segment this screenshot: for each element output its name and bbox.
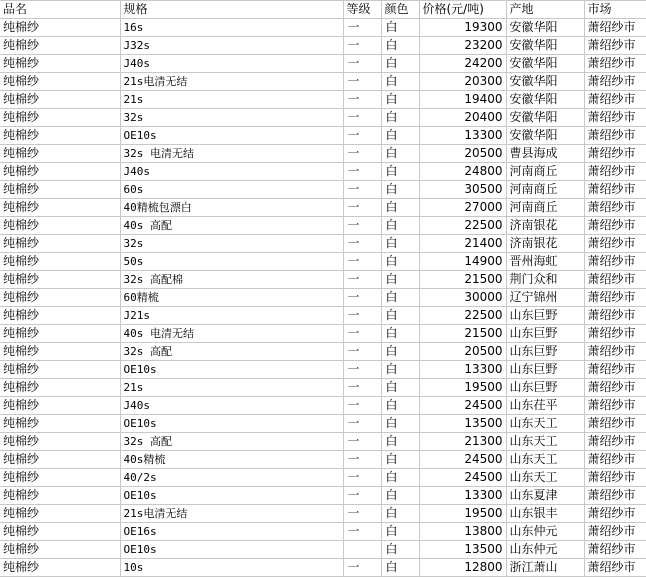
cell-spec[interactable]: 40s精梳 — [120, 451, 343, 469]
cell-color[interactable]: 白 — [381, 541, 419, 559]
cell-market[interactable]: 萧绍纱市 — [584, 307, 646, 325]
cell-color[interactable]: 白 — [381, 73, 419, 91]
header-origin[interactable]: 产地 — [506, 1, 584, 19]
table-row — [0, 505, 646, 523]
cell-origin[interactable]: 安徽华阳 — [506, 91, 584, 109]
cell-product[interactable]: 纯棉纱 — [0, 469, 120, 487]
cell-color[interactable]: 白 — [381, 37, 419, 55]
cell-grade[interactable]: 一 — [343, 415, 381, 433]
cell-product[interactable]: 纯棉纱 — [0, 325, 120, 343]
cell-grade[interactable]: 一 — [343, 199, 381, 217]
cell-market[interactable]: 萧绍纱市 — [584, 541, 646, 559]
cell-market[interactable]: 萧绍纱市 — [584, 487, 646, 505]
cell-product[interactable]: 纯棉纱 — [0, 19, 120, 37]
cell-price[interactable]: 24800 — [419, 163, 506, 181]
cell-grade[interactable]: 一 — [343, 451, 381, 469]
table-row — [0, 451, 646, 469]
cell-grade[interactable]: 一 — [343, 433, 381, 451]
cell-market[interactable]: 萧绍纱市 — [584, 433, 646, 451]
cell-color[interactable]: 白 — [381, 253, 419, 271]
cell-product[interactable]: 纯棉纱 — [0, 73, 120, 91]
cell-grade[interactable]: 一 — [343, 271, 381, 289]
cell-market[interactable]: 萧绍纱市 — [584, 289, 646, 307]
cell-spec[interactable]: 16s — [120, 19, 343, 37]
cell-product[interactable]: 纯棉纱 — [0, 415, 120, 433]
cell-origin[interactable]: 辽宁锦州 — [506, 289, 584, 307]
cell-grade[interactable]: 一 — [343, 181, 381, 199]
cell-price[interactable]: 22500 — [419, 217, 506, 235]
cell-price[interactable]: 20500 — [419, 145, 506, 163]
cell-origin[interactable]: 安徽华阳 — [506, 37, 584, 55]
cell-origin[interactable]: 安徽华阳 — [506, 109, 584, 127]
cell-price[interactable]: 20500 — [419, 343, 506, 361]
cell-price[interactable]: 22500 — [419, 307, 506, 325]
cell-price[interactable]: 21500 — [419, 325, 506, 343]
table-row — [0, 55, 646, 73]
cell-spec[interactable]: 32s 高配 — [120, 343, 343, 361]
cell-color[interactable]: 白 — [381, 235, 419, 253]
cell-grade[interactable]: 一 — [343, 235, 381, 253]
table-row — [0, 145, 646, 163]
cell-color[interactable]: 白 — [381, 145, 419, 163]
cell-price[interactable]: 21400 — [419, 235, 506, 253]
cell-color[interactable]: 白 — [381, 217, 419, 235]
table-row — [0, 379, 646, 397]
cell-grade[interactable]: 一 — [343, 505, 381, 523]
cell-product[interactable]: 纯棉纱 — [0, 91, 120, 109]
cell-price[interactable]: 20300 — [419, 73, 506, 91]
cell-origin[interactable]: 河南商丘 — [506, 163, 584, 181]
cell-market[interactable]: 萧绍纱市 — [584, 145, 646, 163]
cell-price[interactable]: 27000 — [419, 199, 506, 217]
table-row — [0, 523, 646, 541]
cell-price[interactable]: 21500 — [419, 271, 506, 289]
cell-spec[interactable]: J21s — [120, 307, 343, 325]
cell-market[interactable]: 萧绍纱市 — [584, 127, 646, 145]
cell-grade[interactable]: 一 — [343, 559, 381, 577]
table-row — [0, 217, 646, 235]
cell-product[interactable]: 纯棉纱 — [0, 505, 120, 523]
cell-grade[interactable]: 一 — [343, 253, 381, 271]
cell-grade[interactable]: 一 — [343, 109, 381, 127]
cell-market[interactable]: 萧绍纱市 — [584, 361, 646, 379]
cell-grade[interactable]: 一 — [343, 523, 381, 541]
cell-origin[interactable]: 晋州海虹 — [506, 253, 584, 271]
cell-origin[interactable]: 山东天工 — [506, 469, 584, 487]
cell-price[interactable]: 14900 — [419, 253, 506, 271]
cell-grade[interactable]: 一 — [343, 163, 381, 181]
cell-market[interactable]: 萧绍纱市 — [584, 181, 646, 199]
cell-product[interactable]: 纯棉纱 — [0, 217, 120, 235]
cell-grade[interactable]: 一 — [343, 307, 381, 325]
cell-market[interactable]: 萧绍纱市 — [584, 271, 646, 289]
cell-price[interactable]: 13800 — [419, 523, 506, 541]
table-row — [0, 19, 646, 37]
cell-origin[interactable]: 山东夏津 — [506, 487, 584, 505]
cell-origin[interactable]: 安徽华阳 — [506, 127, 584, 145]
cell-grade[interactable]: 一 — [343, 145, 381, 163]
cell-market[interactable]: 萧绍纱市 — [584, 343, 646, 361]
cell-color[interactable]: 白 — [381, 433, 419, 451]
cell-origin[interactable]: 安徽华阳 — [506, 19, 584, 37]
cell-product[interactable]: 纯棉纱 — [0, 289, 120, 307]
cell-origin[interactable]: 山东巨野 — [506, 307, 584, 325]
cell-product[interactable]: 纯棉纱 — [0, 361, 120, 379]
cell-color[interactable]: 白 — [381, 397, 419, 415]
cell-price[interactable]: 20400 — [419, 109, 506, 127]
cell-price[interactable]: 24500 — [419, 397, 506, 415]
cell-product[interactable]: 纯棉纱 — [0, 397, 120, 415]
table-row — [0, 415, 646, 433]
cell-price[interactable]: 24500 — [419, 469, 506, 487]
cell-origin[interactable]: 河南商丘 — [506, 199, 584, 217]
cell-price[interactable]: 24500 — [419, 451, 506, 469]
cell-market[interactable]: 萧绍纱市 — [584, 55, 646, 73]
cell-origin[interactable]: 山东天工 — [506, 415, 584, 433]
cell-price[interactable]: 30000 — [419, 289, 506, 307]
cell-grade[interactable]: 一 — [343, 487, 381, 505]
cell-price[interactable]: 12800 — [419, 559, 506, 577]
table-row — [0, 541, 646, 559]
cell-color[interactable]: 白 — [381, 415, 419, 433]
cell-grade[interactable]: 一 — [343, 127, 381, 145]
cell-spec[interactable]: 32s — [120, 235, 343, 253]
header-grade[interactable]: 等级 — [343, 1, 381, 19]
cell-market[interactable]: 萧绍纱市 — [584, 235, 646, 253]
cell-market[interactable]: 萧绍纱市 — [584, 253, 646, 271]
cell-origin[interactable]: 山东天工 — [506, 433, 584, 451]
cell-spec[interactable]: 40精梳包漂白 — [120, 199, 343, 217]
cell-spec[interactable]: J40s — [120, 55, 343, 73]
cell-spec[interactable]: 21s电清无结 — [120, 73, 343, 91]
cell-market[interactable]: 萧绍纱市 — [584, 37, 646, 55]
cell-product[interactable]: 纯棉纱 — [0, 199, 120, 217]
table-row — [0, 343, 646, 361]
cell-market[interactable]: 萧绍纱市 — [584, 505, 646, 523]
cell-spec[interactable]: OE10s — [120, 127, 343, 145]
cell-product[interactable]: 纯棉纱 — [0, 163, 120, 181]
table-row — [0, 91, 646, 109]
cell-grade[interactable]: 一 — [343, 325, 381, 343]
cell-price[interactable]: 13500 — [419, 541, 506, 559]
cell-grade[interactable]: 一 — [343, 73, 381, 91]
cell-origin[interactable]: 山东银丰 — [506, 505, 584, 523]
cell-color[interactable]: 白 — [381, 199, 419, 217]
cell-price[interactable]: 19400 — [419, 91, 506, 109]
table-row — [0, 163, 646, 181]
cell-origin[interactable]: 山东巨野 — [506, 361, 584, 379]
cell-product[interactable]: 纯棉纱 — [0, 433, 120, 451]
cell-grade[interactable]: 一 — [343, 343, 381, 361]
cell-color[interactable]: 白 — [381, 361, 419, 379]
cell-product[interactable]: 纯棉纱 — [0, 37, 120, 55]
cell-product[interactable]: 纯棉纱 — [0, 307, 120, 325]
cell-color[interactable]: 白 — [381, 505, 419, 523]
cell-market[interactable]: 萧绍纱市 — [584, 163, 646, 181]
cell-origin[interactable]: 荆门众和 — [506, 271, 584, 289]
cell-market[interactable]: 萧绍纱市 — [584, 109, 646, 127]
cell-origin[interactable]: 山东巨野 — [506, 325, 584, 343]
cell-price[interactable]: 19500 — [419, 379, 506, 397]
cell-product[interactable]: 纯棉纱 — [0, 181, 120, 199]
cell-spec[interactable]: 32s 电清无结 — [120, 145, 343, 163]
cell-color[interactable]: 白 — [381, 91, 419, 109]
cell-product[interactable]: 纯棉纱 — [0, 451, 120, 469]
cell-spec[interactable]: J40s — [120, 163, 343, 181]
cell-color[interactable]: 白 — [381, 451, 419, 469]
cell-color[interactable]: 白 — [381, 307, 419, 325]
header-color[interactable]: 颜色 — [381, 1, 419, 19]
cell-origin[interactable]: 山东巨野 — [506, 343, 584, 361]
cell-market[interactable]: 萧绍纱市 — [584, 397, 646, 415]
cell-market[interactable]: 萧绍纱市 — [584, 415, 646, 433]
cell-market[interactable]: 萧绍纱市 — [584, 73, 646, 91]
table-row — [0, 307, 646, 325]
cell-grade[interactable]: 一 — [343, 217, 381, 235]
cell-price[interactable]: 13500 — [419, 415, 506, 433]
cell-price[interactable]: 24200 — [419, 55, 506, 73]
header-spec[interactable]: 规格 — [120, 1, 343, 19]
cell-product[interactable]: 纯棉纱 — [0, 523, 120, 541]
cell-color[interactable]: 白 — [381, 523, 419, 541]
cell-origin[interactable]: 安徽华阳 — [506, 73, 584, 91]
cell-color[interactable]: 白 — [381, 181, 419, 199]
cell-spec[interactable]: OE10s — [120, 415, 343, 433]
cell-color[interactable]: 白 — [381, 487, 419, 505]
cell-color[interactable]: 白 — [381, 109, 419, 127]
table-row — [0, 199, 646, 217]
cell-spec[interactable]: 40s 电清无结 — [120, 325, 343, 343]
cell-origin[interactable]: 河南商丘 — [506, 181, 584, 199]
cell-market[interactable]: 萧绍纱市 — [584, 19, 646, 37]
cell-origin[interactable]: 济南银花 — [506, 235, 584, 253]
cell-market[interactable]: 萧绍纱市 — [584, 469, 646, 487]
cell-origin[interactable]: 山东巨野 — [506, 379, 584, 397]
header-price[interactable]: 价格(元/吨) — [419, 1, 506, 19]
cell-product[interactable]: 纯棉纱 — [0, 145, 120, 163]
cell-color[interactable]: 白 — [381, 469, 419, 487]
table-row — [0, 109, 646, 127]
cell-grade[interactable]: 一 — [343, 37, 381, 55]
cell-grade[interactable]: 一 — [343, 361, 381, 379]
cell-spec[interactable]: OE10s — [120, 487, 343, 505]
cell-spec[interactable]: 40/2s — [120, 469, 343, 487]
cell-market[interactable]: 萧绍纱市 — [584, 379, 646, 397]
table-row — [0, 397, 646, 415]
cell-spec[interactable]: OE10s — [120, 541, 343, 559]
cell-color[interactable]: 白 — [381, 559, 419, 577]
cell-grade[interactable]: 一 — [343, 469, 381, 487]
cell-product[interactable]: 纯棉纱 — [0, 487, 120, 505]
cell-grade[interactable]: 一 — [343, 397, 381, 415]
cell-spec[interactable]: 60s — [120, 181, 343, 199]
cell-price[interactable]: 13300 — [419, 487, 506, 505]
cell-origin[interactable]: 安徽华阳 — [506, 55, 584, 73]
cell-product[interactable]: 纯棉纱 — [0, 235, 120, 253]
cell-spec[interactable]: 32s 高配棉 — [120, 271, 343, 289]
cell-product[interactable]: 纯棉纱 — [0, 541, 120, 559]
cell-product[interactable]: 纯棉纱 — [0, 253, 120, 271]
cell-price[interactable]: 19500 — [419, 505, 506, 523]
cell-price[interactable]: 19300 — [419, 19, 506, 37]
table-body — [0, 19, 646, 577]
cell-color[interactable]: 白 — [381, 55, 419, 73]
cell-market[interactable]: 萧绍纱市 — [584, 451, 646, 469]
table-row — [0, 127, 646, 145]
cell-spec[interactable]: 50s — [120, 253, 343, 271]
cell-color[interactable]: 白 — [381, 127, 419, 145]
cell-product[interactable]: 纯棉纱 — [0, 55, 120, 73]
cell-origin[interactable]: 山东茌平 — [506, 397, 584, 415]
cell-color[interactable]: 白 — [381, 163, 419, 181]
cell-spec[interactable]: OE10s — [120, 361, 343, 379]
header-market[interactable]: 市场 — [584, 1, 646, 19]
table-row — [0, 253, 646, 271]
cell-spec[interactable]: 21s — [120, 91, 343, 109]
cell-spec[interactable]: 10s — [120, 559, 343, 577]
table-row — [0, 37, 646, 55]
cell-spec[interactable]: J32s — [120, 37, 343, 55]
cell-price[interactable]: 23200 — [419, 37, 506, 55]
cell-product[interactable]: 纯棉纱 — [0, 109, 120, 127]
cell-spec[interactable]: 21s电清无结 — [120, 505, 343, 523]
cell-price[interactable]: 30500 — [419, 181, 506, 199]
cell-spec[interactable]: 60精梳 — [120, 289, 343, 307]
cell-grade[interactable]: 一 — [343, 91, 381, 109]
table-row — [0, 73, 646, 91]
table-row — [0, 487, 646, 505]
cell-product[interactable]: 纯棉纱 — [0, 271, 120, 289]
cell-price[interactable]: 21300 — [419, 433, 506, 451]
cell-color[interactable]: 白 — [381, 19, 419, 37]
cell-market[interactable]: 萧绍纱市 — [584, 217, 646, 235]
cell-market[interactable]: 萧绍纱市 — [584, 325, 646, 343]
header-product[interactable]: 品名 — [0, 1, 120, 19]
cell-origin[interactable]: 曹县海成 — [506, 145, 584, 163]
cell-grade[interactable]: 一 — [343, 379, 381, 397]
table-row — [0, 325, 646, 343]
cell-grade[interactable]: 一 — [343, 289, 381, 307]
cell-product[interactable]: 纯棉纱 — [0, 379, 120, 397]
cell-market[interactable]: 萧绍纱市 — [584, 91, 646, 109]
cell-color[interactable]: 白 — [381, 379, 419, 397]
cell-product[interactable]: 纯棉纱 — [0, 559, 120, 577]
cell-market[interactable]: 萧绍纱市 — [584, 559, 646, 577]
cell-color[interactable]: 白 — [381, 343, 419, 361]
cell-price[interactable]: 13300 — [419, 127, 506, 145]
cell-product[interactable]: 纯棉纱 — [0, 127, 120, 145]
cell-market[interactable]: 萧绍纱市 — [584, 199, 646, 217]
cell-origin[interactable]: 山东仲元 — [506, 523, 584, 541]
cell-spec[interactable]: 32s 高配 — [120, 433, 343, 451]
cell-spec[interactable]: 40s 高配 — [120, 217, 343, 235]
cell-grade[interactable]: 一 — [343, 55, 381, 73]
cell-spec[interactable]: J40s — [120, 397, 343, 415]
table-row — [0, 181, 646, 199]
table-row — [0, 235, 646, 253]
cell-origin[interactable]: 济南银花 — [506, 217, 584, 235]
cell-origin[interactable]: 浙江萧山 — [506, 559, 584, 577]
table-row — [0, 361, 646, 379]
cell-spec[interactable]: OE16s — [120, 523, 343, 541]
cell-grade[interactable]: 一 — [343, 19, 381, 37]
cell-spec[interactable]: 32s — [120, 109, 343, 127]
table-row — [0, 271, 646, 289]
cell-origin[interactable]: 山东天工 — [506, 451, 584, 469]
cell-color[interactable]: 白 — [381, 271, 419, 289]
table-row — [0, 433, 646, 451]
cell-product[interactable]: 纯棉纱 — [0, 343, 120, 361]
cell-color[interactable]: 白 — [381, 289, 419, 307]
cell-price[interactable]: 13300 — [419, 361, 506, 379]
table-row — [0, 559, 646, 577]
table-row — [0, 469, 646, 487]
cell-market[interactable]: 萧绍纱市 — [584, 523, 646, 541]
cell-grade[interactable] — [343, 541, 381, 559]
cell-spec[interactable]: 21s — [120, 379, 343, 397]
header-row — [0, 1, 646, 19]
cell-color[interactable]: 白 — [381, 325, 419, 343]
table-row — [0, 289, 646, 307]
cell-origin[interactable]: 山东仲元 — [506, 541, 584, 559]
